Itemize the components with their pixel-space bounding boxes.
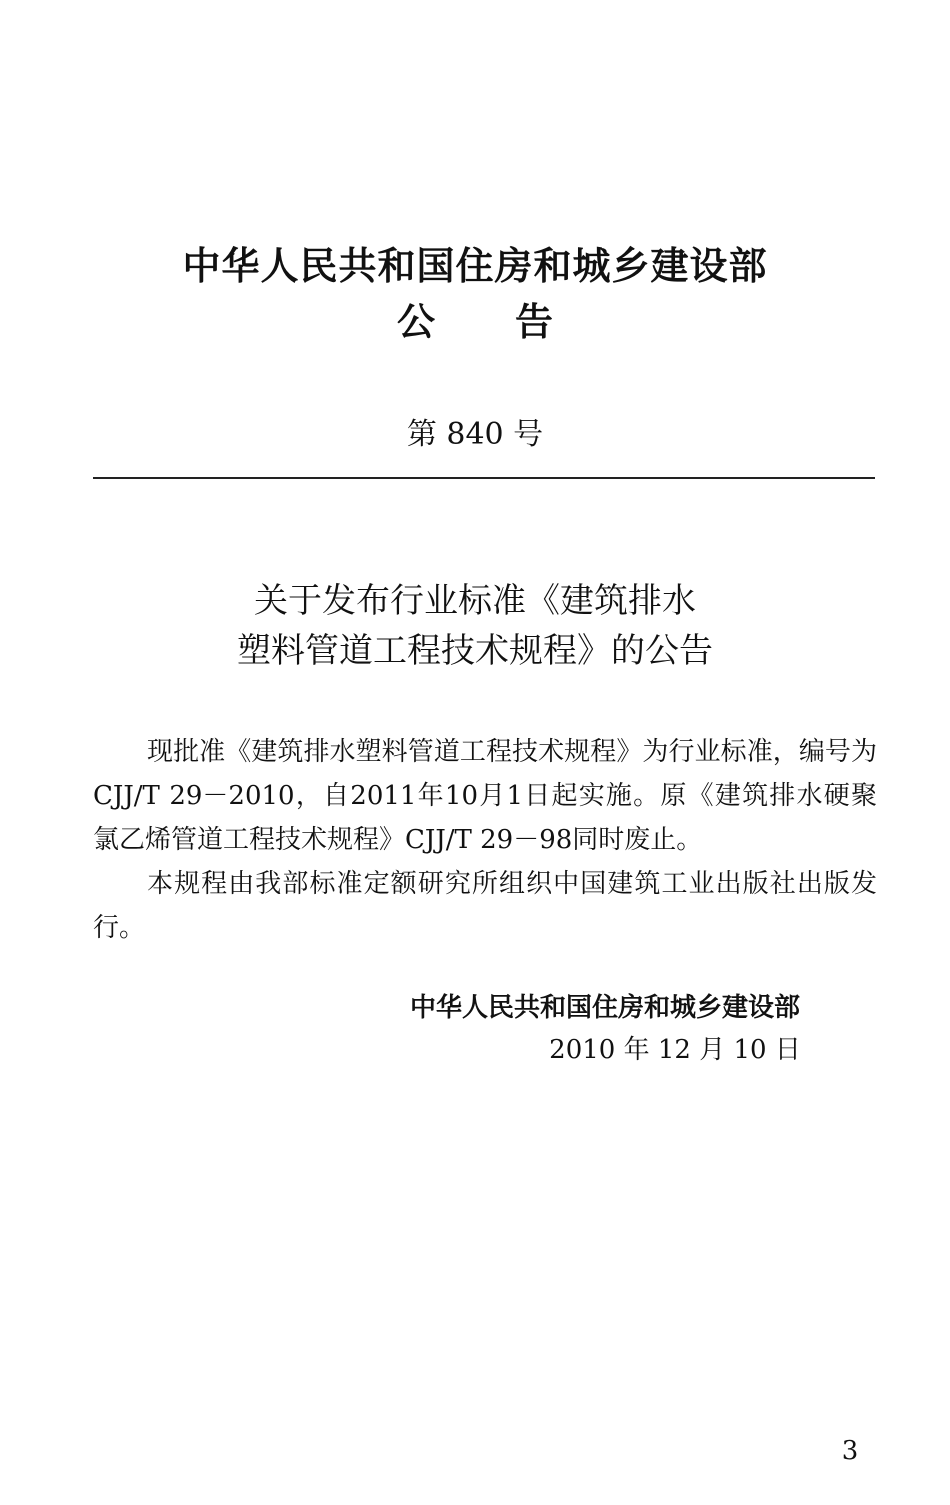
notice-heading: 公告	[396, 300, 633, 344]
signature-issuer: 中华人民共和国住房和城乡建设部	[409, 993, 800, 1023]
notice-subject	[0, 576, 950, 676]
issue-number: 第 840 号	[406, 417, 544, 452]
signature-date: 2010 年 12 月 10 日	[549, 1035, 801, 1065]
page-number: 3	[841, 1436, 859, 1466]
subject-line-1: 关于发布行业标准《建筑排水	[254, 581, 696, 621]
body-paragraph-1: 现批准《建筑排水塑料管道工程技术规程》为行业标准，编号为CJJ/T 29－2010，自2011年10月1日起实施。原《建筑排水硬聚氯乙烯管道工程技术规程》CJJ/T 29－98同时废止。	[93, 737, 877, 855]
body-paragraph-2: 本规程由我部标准定额研究所组织中国建筑工业出版社出版发行。	[93, 869, 877, 943]
header-divider	[93, 477, 875, 479]
notice-body	[93, 730, 877, 950]
issuer-title: 中华人民共和国住房和城乡建设部	[182, 244, 768, 288]
subject-line-2: 塑料管道工程技术规程》的公告	[237, 631, 713, 671]
